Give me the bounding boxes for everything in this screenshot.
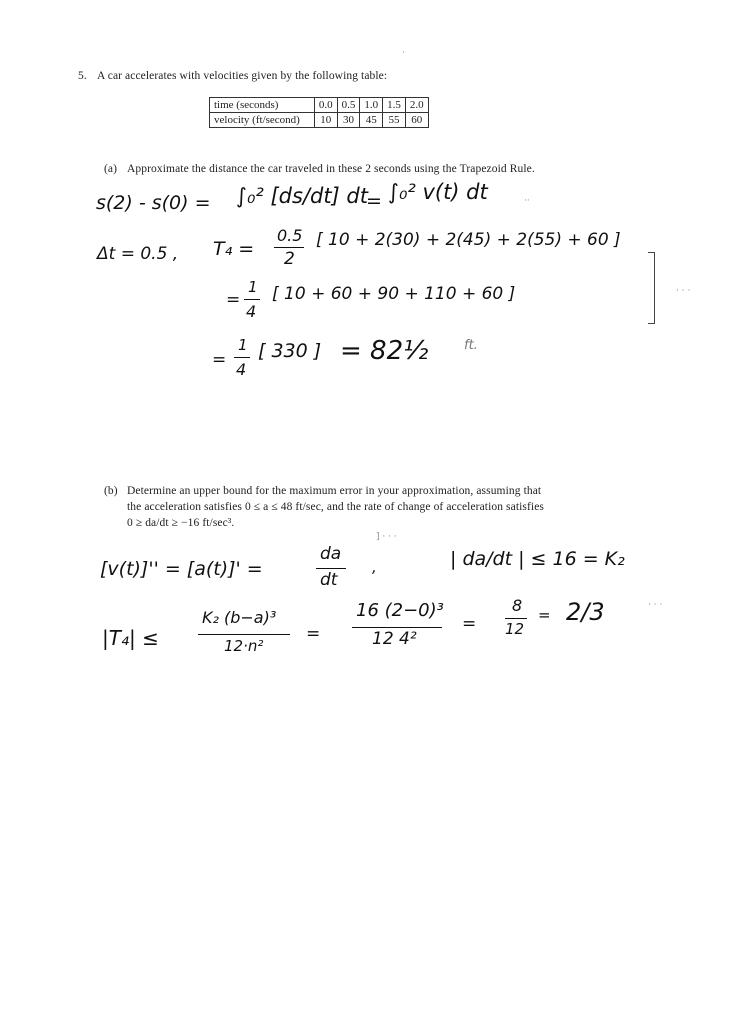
work-b-line2-frac1-den: 12·n² [224,637,264,655]
fraction-bar [234,357,250,358]
table-cell: 1.5 [383,98,406,113]
work-a-line2-den: 2 [284,249,295,269]
dot-mark: ] · · · [376,532,397,542]
part-b-prompt-line2: the acceleration satisfies 0 ≤ a ≤ 48 ft/sec, and the rate of change of acceleration satisfies [127,501,544,513]
fraction-bar [198,634,290,635]
dot-mark: · · · [676,286,691,296]
work-b-line2-eq3: = [538,606,551,624]
row-label: velocity (ft/second) [210,113,315,128]
work-a-line3-num: 1 [248,278,258,296]
work-a-line4-eq: = [212,350,227,370]
table-row [210,113,429,128]
table-cell: 1.0 [360,98,383,113]
work-b-line2-frac2-num: 16 (2−0)³ [356,600,444,621]
work-b-line2-result: 2/3 [566,598,605,626]
table-cell: 0.0 [314,98,337,113]
table-cell: 2.0 [405,98,428,113]
table-row [210,98,429,113]
problem-number: 5. [78,70,87,82]
work-a-line1-integral-1: ∫₀² [ds/dt] dt [236,184,368,208]
work-b-line2-frac3-den: 12 [505,620,525,638]
work-a-line4-result: = 82½ [340,336,429,366]
work-a-line1-integral-2: ∫₀² v(t) dt [388,180,488,204]
work-a-line2-bracket: [ 10 + 2(30) + 2(45) + 2(55) + 60 ] [316,230,621,250]
work-a-line3-bracket: [ 10 + 60 + 90 + 110 + 60 ] [272,284,516,304]
part-b-prompt-line1: Determine an upper bound for the maximum error in your approximation, assuming that [127,485,542,497]
work-b-line1-comma: , [372,558,377,576]
dot-mark: ·· [524,196,530,206]
fraction-bar [274,247,304,248]
work-b-line2-frac3-num: 8 [512,596,523,615]
table-cell: 30 [337,113,360,128]
table-cell: 45 [360,113,383,128]
work-a-line2-dt: Δt = 0.5 , [97,244,179,264]
table-cell: 10 [314,113,337,128]
grader-bracket [648,252,655,324]
part-b-label: (b) [104,485,118,497]
fraction-bar [316,568,346,569]
work-b-line2-eq1: = [306,624,321,644]
table-cell: 0.5 [337,98,360,113]
problem-statement: A car accelerates with velocities given by the following table: [97,70,388,82]
work-b-line1-num: da [320,544,342,564]
work-b-line1-abs: | da/dt | ≤ 16 = K₂ [450,548,625,570]
work-a-line4-num: 1 [238,336,248,354]
dot-mark: · [402,48,405,58]
work-b-line2-frac2-den: 12 4² [372,629,417,649]
work-a-line1-lhs: s(2) - s(0) = [96,192,211,214]
work-a-line2-t4: T₄ = [213,238,255,260]
work-b-line2-eq2: = [462,614,477,634]
work-a-line2-num: 0.5 [277,226,303,245]
dot-mark: · · · [648,600,663,610]
work-a-line1-eq: = [366,190,382,212]
part-a-label: (a) [104,163,118,175]
work-a-line4-unit: ft. [464,338,478,353]
work-a-line4-den: 4 [236,360,247,379]
fraction-bar [352,627,442,628]
table-cell: 60 [405,113,428,128]
work-b-line2-frac1-num: K₂ (b−a)³ [202,608,277,627]
fraction-bar [505,618,527,619]
work-a-line3-eq: = [226,290,241,310]
row-label: time (seconds) [210,98,315,113]
work-b-line1-den: dt [320,570,338,590]
part-b-prompt-line3: 0 ≥ da/dt ≥ −16 ft/sec³. [127,517,235,529]
work-b-line1-lhs: [v(t)]'' = [a(t)]' = [100,558,263,580]
fraction-bar [244,299,260,300]
work-a-line3-den: 4 [246,302,257,321]
work-a-line4-bracket: [ 330 ] [258,340,322,362]
work-b-line2-lhs: |T₄| ≤ [102,626,159,650]
part-a-prompt: Approximate the distance the car traveled in these 2 seconds using the Trapezoid Rule. [127,163,535,175]
velocity-table [209,97,429,128]
table-cell: 55 [383,113,406,128]
